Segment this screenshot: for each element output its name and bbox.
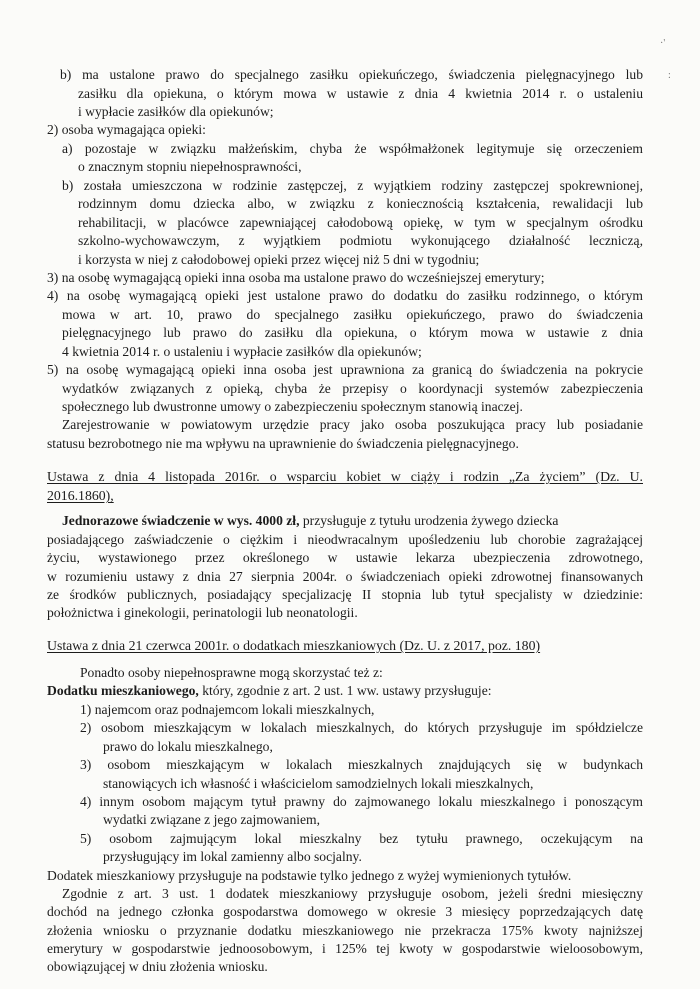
text-line: 5) na osobę wymagającą opieki inna osoba jest uprawniona za granicą do świadczenia na pokrycie bbox=[47, 362, 643, 377]
text-line bbox=[47, 682, 492, 699]
text-line: 4 kwietnia 2014 r. o ustaleniu i wypłacie zasiłków dla opiekunów; bbox=[62, 344, 422, 359]
list-item: 1) najemcom oraz podnajemcom lokali mieszkalnych, bbox=[80, 702, 375, 717]
text-line: przysługujący im lokal zamienny albo socjalny. bbox=[103, 849, 362, 864]
text-span: przysługuje z tytułu urodzenia żywego dziecka bbox=[299, 513, 559, 528]
list-item: 5) osobom zajmującym lokal mieszkalny bez tytułu prawnego, oczekującym na bbox=[80, 831, 643, 846]
list-item: 2) osobom mieszkającym w lokalach mieszkalnych, do których przysługuje im spółdzielcze bbox=[80, 720, 643, 735]
text-line: życiu, wystawionego przez określonego w ustawie lekarza ubezpieczenia zdrowotnego, bbox=[47, 550, 643, 565]
bold-term: Jednorazowe świadczenie w wys. 4000 zł, bbox=[62, 513, 300, 528]
text-line: b) ma ustalone prawo do specjalnego zasiłku opiekuńczego, świadczenia pielęgnacyjnego lub bbox=[60, 67, 643, 82]
text-line: zasiłku dla opiekuna, o którym mowa w ustawie z dnia 4 kwietnia 2014 r. o ustaleniu bbox=[78, 86, 643, 101]
text-line: rehabilitacji, w placówce zapewniającej całodobową opiekę, w tym w specjalnym ośrodku bbox=[78, 215, 643, 230]
text-line: pielęgnacyjnego lub prawo do zasiłku dla opiekuna, o którym mowa w ustawie z dnia bbox=[62, 325, 643, 340]
text-line: stanowiących ich własność i właścicielom samodzielnych lokali mieszkalnych, bbox=[103, 776, 534, 791]
text-line: w rozumieniu ustawy z dnia 27 sierpnia 2004r. o świadczeniach opieki zdrowotnej finansowanych bbox=[47, 569, 643, 584]
text-line: społecznego lub dwustronne umowy o zabezpieczeniu społecznym stanowią inaczej. bbox=[62, 399, 523, 414]
text-line: statusu bezrobotnego nie ma wpływu na uprawnienie do świadczenia pielęgnacyjnego. bbox=[47, 436, 519, 451]
text-span: który, zgodnie z art. 2 ust. 1 ww. ustawy przysługuje: bbox=[198, 683, 492, 698]
section-heading: Ustawa z dnia 4 listopada 2016r. o wsparciu kobiet w ciąży i rodzin „Za życiem” (Dz. U. bbox=[47, 469, 643, 484]
text-line: a) pozostaje w związku małżeńskim, chyba że współmałżonek legitymuje się orzeczeniem bbox=[62, 141, 643, 156]
text-line: szkolno-wychowawczym, z wyjątkiem podmiotu wykonującego działalność leczniczą, bbox=[78, 233, 643, 248]
text-line: Zarejestrowanie w powiatowym urzędzie pracy jako osoba poszukująca pracy lub posiadanie bbox=[62, 417, 643, 432]
text-line: ze środków publicznych, posiadający specjalizację II stopnia lub tytuł specjalisty w dziedzinie: bbox=[47, 587, 643, 602]
list-item: 3) osobom mieszkającym w lokalach mieszkalnych znajdujących się w budynkach bbox=[80, 757, 643, 772]
text-line: rodzinnym domu dziecka albo, w związku z koniecznością kształcenia, rewalidacji lub bbox=[78, 196, 643, 211]
bold-term: Dodatku mieszkaniowego, bbox=[47, 683, 199, 698]
text-line: złożenia wniosku o przyznanie dodatku mieszkaniowego nie przekracza 175% kwoty najniższej bbox=[47, 923, 643, 938]
text-line: położnictwa i ginekologii, perinatologii lub neonatologii. bbox=[47, 605, 358, 620]
text-line: emerytury w gospodarstwie jednoosobowym, i 125% tej kwoty w gospodarstwie wieloosobowym, bbox=[47, 941, 643, 956]
scan-mark-side: : bbox=[668, 70, 671, 81]
text-line: posiadającego zaświadczenie o ciężkim i nieodwracalnym upośledzeniu lub chorobie zagrażającej bbox=[47, 532, 643, 547]
text-line: 2) osoba wymagająca opieki: bbox=[47, 122, 206, 137]
text-line: wydatki związane z jego zajmowaniem, bbox=[103, 812, 321, 827]
text-line: 4) na osobę wymagającą opieki jest ustalone prawo do dodatku do zasiłku rodzinnego, o którym bbox=[47, 288, 643, 303]
text-line: wydatków związanych z opieką, chyba że przepisy o koordynacji systemów zabezpieczenia bbox=[62, 381, 643, 396]
text-line: obowiązującej w dniu złożenia wniosku. bbox=[47, 959, 268, 974]
scan-mark-top: ·' bbox=[660, 38, 666, 49]
text-line: 3) na osobę wymagającą opieki inna osoba ma ustalone prawo do wcześniejszej emerytury; bbox=[47, 270, 545, 285]
text-line: o znacznym stopniu niepełnosprawności, bbox=[78, 159, 302, 174]
text-line: Ponadto osoby niepełnosprawne mogą skorzystać też z: bbox=[80, 665, 383, 680]
list-item: 4) innym osobom mającym tytuł prawny do zajmowanego lokalu mieszkalnego i ponoszącym bbox=[80, 794, 643, 809]
text-line: prawo do lokalu mieszkalnego, bbox=[103, 739, 273, 754]
text-line: mowa w art. 10, prawo do specjalnego zasiłku opiekuńczego, prawo do świadczenia bbox=[62, 307, 643, 322]
text-line: i wypłacie zasiłków dla opiekunów; bbox=[78, 104, 274, 119]
section-heading: Ustawa z dnia 21 czerwca 2001r. o dodatkach mieszkaniowych (Dz. U. z 2017, poz. 180) bbox=[47, 638, 541, 653]
text-line bbox=[62, 512, 558, 529]
text-line: Dodatek mieszkaniowy przysługuje na podstawie tylko jednego z wyżej wymienionych tytułów. bbox=[47, 868, 572, 883]
text-line: Zgodnie z art. 3 ust. 1 dodatek mieszkaniowy przysługuje osobom, jeżeli średni miesięczny bbox=[62, 886, 643, 901]
section-heading: 2016.1860), bbox=[47, 488, 114, 503]
text-line: dochód na jednego członka gospodarstwa domowego w okresie 3 miesięcy poprzedzających datę bbox=[47, 904, 643, 919]
text-line: i korzysta w niej z całodobowej opieki przez więcej niż 5 dni w tygodniu; bbox=[78, 252, 480, 267]
text-line: b) została umieszczona w rodzinie zastępczej, z wyjątkiem rodziny zastępczej spokrewnionej, bbox=[62, 178, 643, 193]
